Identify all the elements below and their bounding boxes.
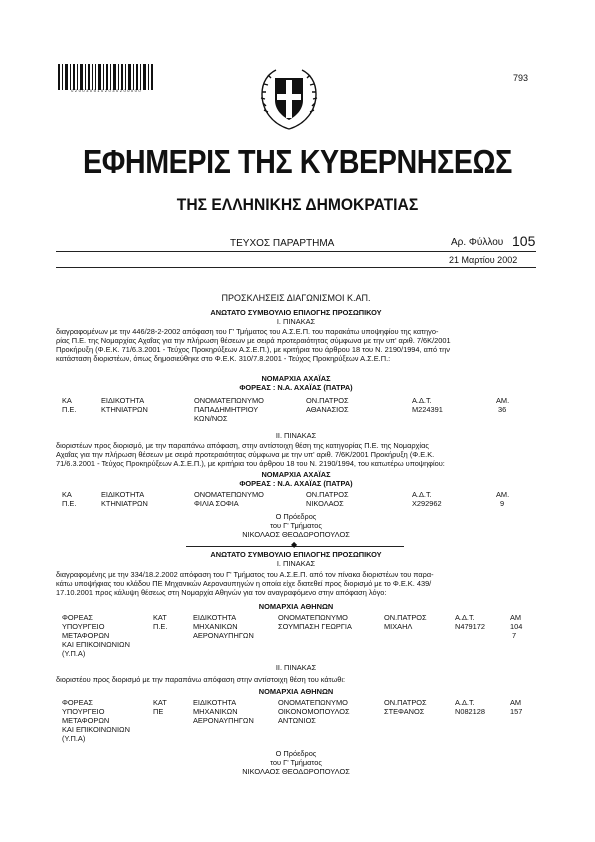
table-cell: Π.Ε. [153,622,168,631]
table-cell: ΚΑΙ ΕΠΙΚΟΙΝΩΝΙΩΝ [62,725,130,734]
signature-line: Ο Πρόεδρος [275,512,317,521]
table-header: ΟΝΟΜΑΤΕΠΩΝΥΜΟ [278,613,348,622]
table-header: Α.Δ.Τ. [455,698,475,707]
table-cell: 9 [500,499,505,508]
section-title: ΠΡΟΣΚΛΗΣΕΙΣ ΔΙΑΓΩΝΙΣΜΟΙ Κ.ΑΠ. [221,293,371,303]
prefecture-heading: ΝΟΜΑΡΧΙΑ ΑΧΑΪΑΣ [261,374,331,383]
table-cell: ΠΑΠΑΔΗΜΗΤΡΙΟΥ [194,405,259,414]
table-cell: ΚΩΝ/ΝΟΣ [194,414,228,423]
table-cell: ΚΤΗΝΙΑΤΡΩΝ [101,499,148,508]
table-cell: ΣΟΥΜΠΑΣΗ ΓΕΩΡΓΙΑ [278,622,352,631]
table-header: ΟΝ.ΠΑΤΡΟΣ [384,698,427,707]
issue-type: ΤΕΥΧΟΣ ΠΑΡΑΡΤΗΜΑ [230,238,335,249]
table-cell: 7 [512,631,517,640]
table-cell: Π.Ε. [62,499,77,508]
table-cell: ΚΑΙ ΕΠΙΚΟΙΝΩΝΙΩΝ [62,640,130,649]
table-header: ΕΙΔΙΚΟΤΗΤΑ [193,613,237,622]
paragraph-line: κατάσταση διοριστέων, όπως δημοσιεύθηκε στο Φ.Ε.Κ. 310/7.8.2001 - Τεύχος Προκηρύξεων Α.Σ.Ε.Π.: [56,354,391,363]
sheet-number: 105 [512,233,536,249]
table-heading: Ι. ΠΙΝΑΚΑΣ [276,559,316,568]
agency-heading: ΦΟΡΕΑΣ : Ν.Α. ΑΧΑΪΑΣ (ΠΑΤΡΑ) [239,479,353,488]
council-heading: ΑΝΩΤΑΤΟ ΣΥΜΒΟΥΛΙΟ ΕΠΙΛΟΓΗΣ ΠΡΟΣΩΠΙΚΟΥ [210,308,382,317]
table-header: Α.Δ.Τ. [455,613,475,622]
table-cell: ΑΘΑΝΑΣΙΟΣ [306,405,349,414]
table-cell: ΜΗΧΑΝΙΚΩΝ [193,707,238,716]
table-cell: ΦΙΛΙΑ ΣΟΦΙΑ [194,499,239,508]
table-cell: Π.Ε. [62,405,77,414]
paragraph-line: διοριστέου προς διορισμό με την παραπάνω απόφαση στην αντίστοιχη θέση του κάτωθι: [56,675,346,684]
table-cell: 36 [498,405,507,414]
header-rule [56,251,536,252]
table-cell: 157 [510,707,523,716]
table-cell: (Υ.Π.Α) [62,734,86,743]
paragraph-line: διαγραφομένης με την 334/18.2.2002 απόφαση του Γ' Τμήματος του Α.Σ.Ε.Π. από τον πίνακα διοριστέων του παρα- [56,570,434,579]
barcode-number: 0 2 0 0 3 0 5 1 0 2 0 3 0 2 0 0 0 0 0 [71,88,141,93]
table-header: ΚΑΤ [153,698,167,707]
paragraph-line: Αχαΐας για την πλήρωση θέσεων με σειρά προτεραιότητας σύμφωνα με την υπ' αριθ. 7/6Κ/2001 Προκήρυξη (Φ.Ε.Κ. [56,450,435,459]
table-header: Α.Δ.Τ. [412,490,432,499]
table-header: ΚΑ [62,396,72,405]
table-header: ΚΑΤ [153,613,167,622]
paragraph-line: ρίας Π.Ε. της Νομαρχίας Αχαΐας για την πλήρωση θέσεων με σειρά προτεραιότητας σύμφωνα με την υπ' αριθ. 7/6Κ/2001 [56,336,451,345]
table-cell: ΠΕ [153,707,164,716]
table-header: ΕΙΔΙΚΟΤΗΤΑ [101,396,145,405]
table-header: ΑΜ. [496,490,510,499]
prefecture-heading: ΝΟΜΑΡΧΙΑ ΑΘΗΝΩΝ [258,602,334,611]
table-header: ΑΜ. [496,396,510,405]
table-heading: Ι. ΠΙΝΑΚΑΣ [276,317,316,326]
table-header: ΦΟΡΕΑΣ [62,613,94,622]
table-header: ΟΝΟΜΑΤΕΠΩΝΥΜΟ [194,396,264,405]
table-header: ΟΝΟΜΑΤΕΠΩΝΥΜΟ [278,698,348,707]
table-cell: ΑΕΡΟΝΑΥΠΗΓΩΝ [193,631,254,640]
table-heading: ΙΙ. ΠΙΝΑΚΑΣ [275,663,317,672]
table-cell: ΟΙΚΟΝΟΜΟΠΟΥΛΟΣ [278,707,350,716]
separator-diamond-icon: ◆ [291,540,298,549]
table-header: ΑΜ [510,698,522,707]
table-cell: ΜΗΧΑΝΙΚΩΝ [193,622,238,631]
table-header: ΟΝ.ΠΑΤΡΟΣ [306,490,349,499]
council-heading: ΑΝΩΤΑΤΟ ΣΥΜΒΟΥΛΙΟ ΕΠΙΛΟΓΗΣ ΠΡΟΣΩΠΙΚΟΥ [210,550,382,559]
table-cell: ΑΕΡΟΝΑΥΠΗΓΩΝ [193,716,254,725]
table-header: ΕΙΔΙΚΟΤΗΤΑ [193,698,237,707]
prefecture-heading: ΝΟΜΑΡΧΙΑ ΑΧΑΪΑΣ [261,470,331,479]
table-cell: (Υ.Π.Α) [62,649,86,658]
paragraph-line: κάτω υποψήφιας του κλάδου ΠΕ Μηχανικών Αεροναυπηγών η οποία είχε διατεθεί προς διορισμό με το Φ.Ε.Κ. 439/ [56,579,432,588]
table-cell: ΣΤΕΦΑΝΟΣ [384,707,425,716]
table-cell: Χ292962 [412,499,442,508]
agency-heading: ΦΟΡΕΑΣ : Ν.Α. ΑΧΑΪΑΣ (ΠΑΤΡΑ) [239,383,353,392]
issue-date: 21 Μαρτίου 2002 [449,255,518,265]
table-header: ΟΝΟΜΑΤΕΠΩΝΥΜΟ [194,490,264,499]
signature-name: ΝΙΚΟΛΑΟΣ ΘΕΟΔΩΡΟΠΟΥΛΟΣ [242,530,350,539]
paragraph-line: 71/6.3.2001 - Τεύχος Προκηρύξεων Α.Σ.Ε.Π.), με κριτήρια του άρθρου 18 του Ν. 2190/1994, του κατωτέρω υποψηφίου: [56,459,445,468]
table-header: ΟΝ.ΠΑΤΡΟΣ [384,613,427,622]
sheet-label: Αρ. Φύλλου [451,237,504,248]
table-header: ΚΑ [62,490,72,499]
table-header: ΦΟΡΕΑΣ [62,698,94,707]
table-header: ΑΜ [510,613,522,622]
page-number: 793 [513,73,529,83]
table-header: Α.Δ.Τ. [412,396,432,405]
table-cell: 104 [510,622,523,631]
table-heading: ΙΙ. ΠΙΝΑΚΑΣ [275,431,317,440]
paragraph-line: διαγραφομένων με την 446/28-2-2002 απόφαση του Γ' Τμήματος του Α.Σ.Ε.Π. του παρακάτω υποψηφίου της κατηγο- [56,327,439,336]
signature-name: ΝΙΚΟΛΑΟΣ ΘΕΟΔΩΡΟΠΟΥΛΟΣ [242,767,350,776]
table-cell: ΑΝΤΩΝΙΟΣ [278,716,316,725]
table-cell: Ν479172 [455,622,485,631]
table-cell: Ν082128 [455,707,485,716]
signature-line: του Γ' Τμήματος [270,758,322,767]
paragraph-line: διοριστέων προς διορισμό, με την παραπάνω απόφαση, στην αντίστοιχη θέση της κατηγορίας Π.Ε. της Νομαρχίας [56,441,429,450]
table-cell: ΝΙΚΟΛΑΟΣ [306,499,344,508]
table-cell: ΜΕΤΑΦΟΡΩΝ [62,631,110,640]
table-cell: ΥΠΟΥΡΓΕΙΟ [62,622,105,631]
table-header: ΟΝ.ΠΑΤΡΟΣ [306,396,349,405]
signature-line: του Γ' Τμήματος [270,521,322,530]
gazette-title: ΕΦΗΜΕΡΙΣ ΤΗΣ ΚΥΒΕΡΝΗΣΕΩΣ [83,143,512,180]
table-cell: Μ224391 [412,405,443,414]
table-cell: ΚΤΗΝΙΑΤΡΩΝ [101,405,148,414]
header-rule-bottom [56,267,536,268]
prefecture-heading: ΝΟΜΑΡΧΙΑ ΑΘΗΝΩΝ [258,687,334,696]
table-header: ΕΙΔΙΚΟΤΗΤΑ [101,490,145,499]
greek-coat-of-arms-icon [258,66,320,134]
table-cell: ΜΙΧΑΗΛ [384,622,413,631]
table-cell: ΜΕΤΑΦΟΡΩΝ [62,716,110,725]
gazette-subtitle: ΤΗΣ ΕΛΛΗΝΙΚΗΣ ΔΗΜΟΚΡΑΤΙΑΣ [176,195,419,214]
signature-line: Ο Πρόεδρος [275,749,317,758]
table-cell: ΥΠΟΥΡΓΕΙΟ [62,707,105,716]
paragraph-line: Προκήρυξη (Φ.Ε.Κ. 71/6.3.2001 - Τεύχος Προκηρύξεων Α.Σ.Ε.Π.), με κριτήρια του άρθρου 18 του Ν. 2190/1994, από την [56,345,450,354]
paragraph-line: 17.10.2001 προς κάλυψη θέσεως στη Νομαρχία Αθηνών για τον αναγραφόμενο στην απόφαση λόγο: [56,588,387,597]
